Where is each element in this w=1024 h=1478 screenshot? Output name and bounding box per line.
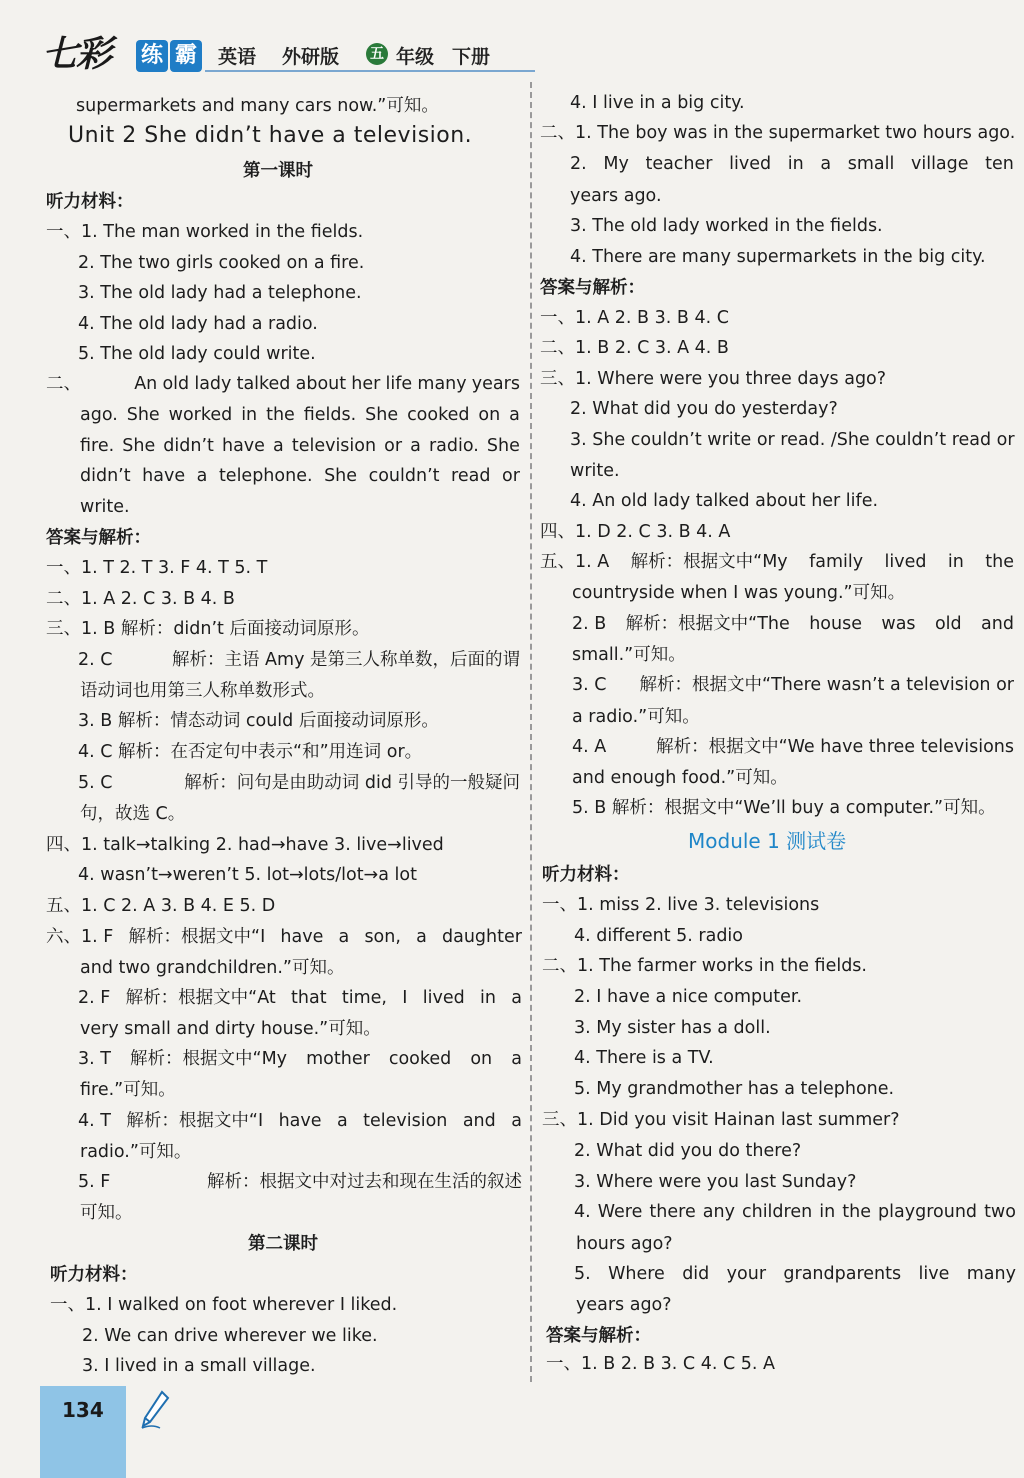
continuation-line: supermarkets and many cars now.”可知。: [76, 96, 439, 116]
logo-ba: 霸: [170, 40, 202, 72]
answer-line: 二、1. B 2. C 3. A 4. B: [540, 338, 729, 358]
answer-line: 3. She couldn’t write or read. /She couldn’t read or: [570, 430, 1015, 450]
list-item: 4. There are many supermarkets in the big city.: [570, 247, 986, 267]
list-item: 2. What did you do there?: [574, 1141, 802, 1161]
list-item: 2. The two girls cooked on a fire.: [78, 253, 365, 273]
subject-label: 英语: [218, 46, 257, 68]
list-item: 5. The old lady could write.: [78, 344, 316, 364]
answer-line: a radio.”可知。: [572, 707, 700, 727]
listening-label: 听力材料：: [46, 192, 134, 212]
column-divider: [530, 82, 532, 1382]
list-item: 二、1. The farmer works in the fields.: [542, 956, 867, 976]
answer-line: write.: [570, 461, 620, 481]
answer-line: small.”可知。: [572, 645, 686, 665]
answer-label: 答案与解析：: [540, 278, 645, 298]
answer-line: 一、1. B 2. B 3. C 4. C 5. A: [546, 1354, 775, 1374]
grade-suffix: 年级: [396, 46, 435, 68]
answer-line: 语动词也用第三人称单数形式。: [80, 681, 325, 701]
list-item: 2. We can drive wherever we like.: [82, 1326, 378, 1346]
answer-line: 2. B 解析：根据文中“The house was old and: [572, 614, 1014, 634]
list-item: 4. There is a TV.: [574, 1048, 714, 1068]
list-item: 4. different 5. radio: [574, 926, 744, 946]
answer-line: 5. C 解析：问句是由助动词 did 引导的一般疑问: [78, 773, 520, 793]
list-item: 三、1. Did you visit Hainan last summer?: [542, 1110, 900, 1130]
answer-line: 四、1. talk→talking 2. had→have 3. live→lived: [46, 835, 444, 855]
answer-line: 句，故选 C。: [80, 804, 186, 824]
lesson1-title: 第一课时: [243, 161, 313, 181]
answer-line: 四、1. D 2. C 3. B 4. A: [540, 522, 731, 542]
list-item: 2. My teacher lived in a small village ten: [570, 154, 1014, 174]
answer-label: 答案与解析：: [46, 528, 151, 548]
answer-line: 3. C 解析：根据文中“There wasn’t a television or: [572, 675, 1014, 695]
page-number: 134: [62, 1398, 104, 1422]
logo-qicai: 七彩: [42, 33, 111, 75]
answer-line: fire.”可知。: [80, 1080, 176, 1100]
logo-lian: 练: [136, 40, 168, 72]
answer-line: 4. T 解析：根据文中“I have a television and a: [78, 1111, 522, 1131]
answer-line: 二、1. A 2. C 3. B 4. B: [46, 589, 235, 609]
list-item: hours ago?: [576, 1234, 673, 1254]
list-item: 一、1. I walked on foot wherever I liked.: [50, 1295, 398, 1315]
answer-line: 三、1. B 解析：didn’t 后面接动词原形。: [46, 619, 370, 639]
passage-line: ago. She worked in the fields. She cooked on a: [80, 405, 520, 425]
volume-label: 下册: [452, 46, 491, 68]
answer-line: radio.”可知。: [80, 1142, 192, 1162]
list-item: 3. I lived in a small village.: [82, 1356, 316, 1376]
grade-circle: 五: [366, 43, 388, 65]
answer-line: 五、1. A 解析：根据文中“My family lived in the: [540, 552, 1014, 572]
answer-line: 4. A 解析：根据文中“We have three televisions: [572, 737, 1014, 757]
lesson2-title: 第二课时: [248, 1234, 318, 1254]
pencil-icon: [140, 1390, 170, 1430]
page-header: [0, 0, 1024, 82]
list-item: 4. Were there any children in the playground two: [574, 1202, 1016, 1222]
list-item: years ago?: [576, 1295, 672, 1315]
answer-line: 4. wasn’t→weren’t 5. lot→lots/lot→a lot: [78, 865, 417, 885]
passage-line: 二、 An old lady talked about her life many years: [46, 374, 520, 394]
list-item: 2. I have a nice computer.: [574, 987, 803, 1007]
answer-line: 4. C 解析：在否定句中表示“和”用连词 or。: [78, 742, 423, 762]
passage-line: didn’t have a telephone. She couldn’t read or: [80, 466, 520, 486]
answer-label: 答案与解析：: [546, 1326, 651, 1346]
list-item: 5. Where did your grandparents live many: [574, 1264, 1016, 1284]
edition-label: 外研版: [282, 46, 340, 68]
answer-line: 六、1. F 解析：根据文中“I have a son, a daughter: [46, 927, 522, 947]
passage-line: fire. She didn’t have a television or a radio. She: [80, 436, 520, 456]
list-item: 3. Where were you last Sunday?: [574, 1172, 857, 1192]
listening-label: 听力材料：: [50, 1265, 138, 1285]
list-item: 3. My sister has a doll.: [574, 1018, 771, 1038]
list-item: 3. The old lady had a telephone.: [78, 283, 362, 303]
answer-line: 5. B 解析：根据文中“We’ll buy a computer.”可知。: [572, 798, 996, 818]
answer-line: 五、1. C 2. A 3. B 4. E 5. D: [46, 896, 276, 916]
answer-line: 4. An old lady talked about her life.: [570, 491, 879, 511]
list-item: years ago.: [570, 186, 662, 206]
answer-line: 一、1. A 2. B 3. B 4. C: [540, 308, 729, 328]
answer-line: 3. T 解析：根据文中“My mother cooked on a: [78, 1049, 522, 1069]
answer-line: 三、1. Where were you three days ago?: [540, 369, 887, 389]
answer-line: 2. F 解析：根据文中“At that time, I lived in a: [78, 988, 522, 1008]
passage-line: write.: [80, 497, 130, 517]
answer-line: and enough food.”可知。: [572, 768, 788, 788]
answer-line: 5. F 解析：根据文中对过去和现在生活的叙述: [78, 1172, 522, 1192]
answer-line: countryside when I was young.”可知。: [572, 583, 906, 603]
answer-line: 2. What did you do yesterday?: [570, 399, 838, 419]
unit-title: Unit 2 She didn’t have a television.: [68, 123, 473, 148]
listening-label: 听力材料：: [542, 865, 630, 885]
list-item: 4. The old lady had a radio.: [78, 314, 318, 334]
answer-line: very small and dirty house.”可知。: [80, 1019, 381, 1039]
brand-logo: [42, 26, 212, 76]
answer-line: 2. C 解析：主语 Amy 是第三人称单数，后面的谓: [78, 650, 520, 670]
list-item: 3. The old lady worked in the fields.: [570, 216, 883, 236]
answer-line: 3. B 解析：情态动词 could 后面接动词原形。: [78, 711, 439, 731]
header-underline: [205, 70, 535, 72]
answer-line: and two grandchildren.”可知。: [80, 958, 345, 978]
list-item: 二、1. The boy was in the supermarket two hours ago.: [540, 123, 1016, 143]
list-item: 一、1. The man worked in the fields.: [46, 222, 364, 242]
list-item: 一、1. miss 2. live 3. televisions: [542, 895, 820, 915]
module-test-title: Module 1 测试卷: [688, 829, 847, 853]
answer-line: 一、1. T 2. T 3. F 4. T 5. T: [46, 558, 268, 578]
list-item: 4. I live in a big city.: [570, 93, 745, 113]
list-item: 5. My grandmother has a telephone.: [574, 1079, 895, 1099]
answer-line: 可知。: [80, 1203, 133, 1223]
